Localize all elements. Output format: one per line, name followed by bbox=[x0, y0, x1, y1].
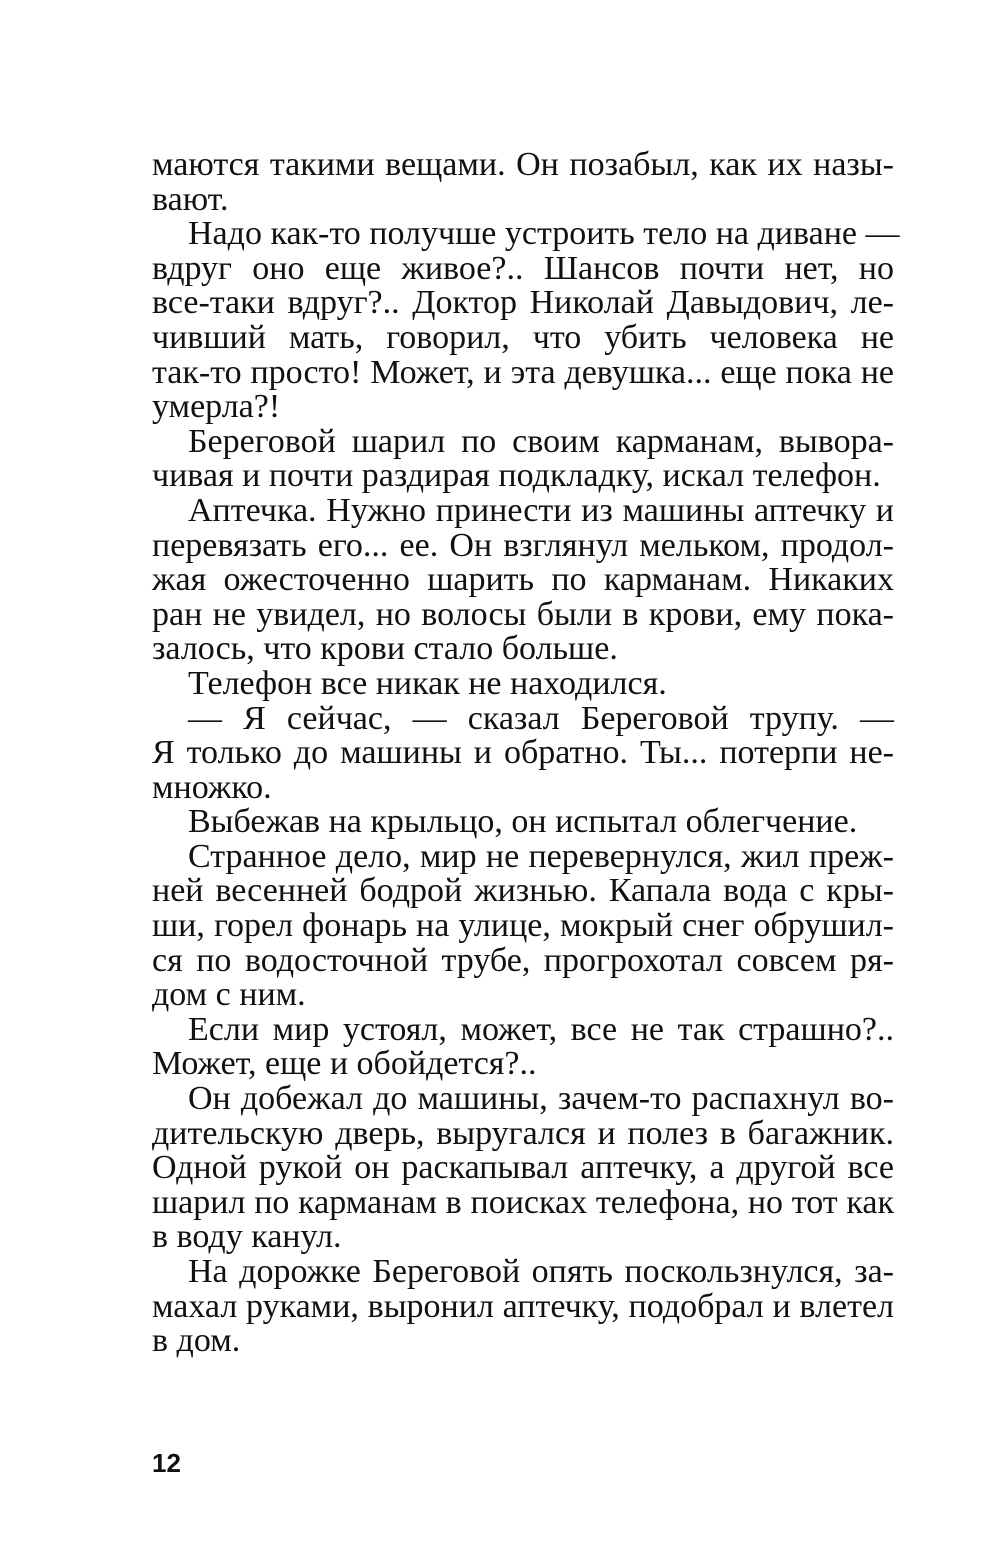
text-line: шарил по карманам в поисках телефона, но тот как bbox=[152, 1183, 894, 1221]
text-line: ней весенней бодрой жизнью. Капала вода с кры- bbox=[152, 872, 894, 910]
text-line: дительскую дверь, выругался и полез в багажник. bbox=[152, 1114, 894, 1152]
text-line: все-таки вдруг?.. Доктор Николай Давыдович, ле- bbox=[152, 284, 894, 322]
text-line: в дом. bbox=[152, 1322, 241, 1360]
text-line: в воду канул. bbox=[152, 1218, 342, 1256]
text-line: Он добежал до машины, зачем-то распахнул во- bbox=[188, 1080, 894, 1118]
text-line: махал руками, выронил аптечку, подобрал и влетел bbox=[152, 1287, 894, 1325]
text-line: Я только до машины и обратно. Ты... потерпи не- bbox=[152, 734, 894, 772]
text-line: Может, еще и обойдется?.. bbox=[152, 1045, 537, 1083]
text-line: ран не увидел, но волосы были в крови, ему пока- bbox=[152, 595, 894, 633]
text-line: ся по водосточной трубе, прогрохотал совсем ря- bbox=[152, 941, 894, 979]
text-line: ши, горел фонарь на улице, мокрый снег обрушил- bbox=[152, 907, 894, 945]
text-line: так-то просто! Может, и эта девушка... еще пока не bbox=[152, 353, 894, 391]
text-line: вают. bbox=[152, 180, 229, 218]
text-line: Выбежав на крыльцо, он испытал облегчение. bbox=[188, 803, 858, 841]
text-line: вдруг оно еще живое?.. Шансов почти нет, но bbox=[152, 249, 894, 287]
text-line: На дорожке Береговой опять поскользнулся, за- bbox=[188, 1253, 894, 1290]
text-line: Если мир устоял, может, все не так страшно?.. bbox=[188, 1010, 894, 1048]
text-line: Странное дело, мир не перевернулся, жил преж- bbox=[188, 837, 894, 875]
text-line: множко. bbox=[152, 768, 272, 806]
text-line: Аптечка. Нужно принести из машины аптечку и bbox=[188, 491, 894, 529]
text-line: Телефон все никак не находился. bbox=[188, 664, 667, 702]
text-line: чивший мать, говорил, что убить человека не bbox=[152, 318, 894, 356]
text-line: Береговой шарил по своим карманам, вывора- bbox=[188, 422, 894, 460]
text-line: жая ожесточенно шарить по карманам. Никаких bbox=[152, 561, 894, 599]
text-line: — Я сейчас, — сказал Береговой трупу. — bbox=[188, 699, 894, 737]
text-line: чивая и почти раздирая подкладку, искал телефон. bbox=[152, 457, 881, 495]
text-line: дом с ним. bbox=[152, 976, 306, 1014]
text-line: Одной рукой он раскапывал аптечку, а другой все bbox=[152, 1149, 894, 1187]
text-line: умерла?! bbox=[152, 388, 281, 426]
page-number: 12 bbox=[152, 1448, 181, 1478]
text-line: маются такими вещами. Он позабыл, как их назы- bbox=[152, 146, 894, 183]
body-text bbox=[152, 146, 900, 1360]
text-line: Надо как-то получше устроить тело на диване — bbox=[188, 215, 900, 253]
text-line: залось, что крови стало больше. bbox=[152, 630, 618, 668]
text-line: перевязать его... ее. Он взглянул мельком, продол- bbox=[152, 526, 894, 564]
